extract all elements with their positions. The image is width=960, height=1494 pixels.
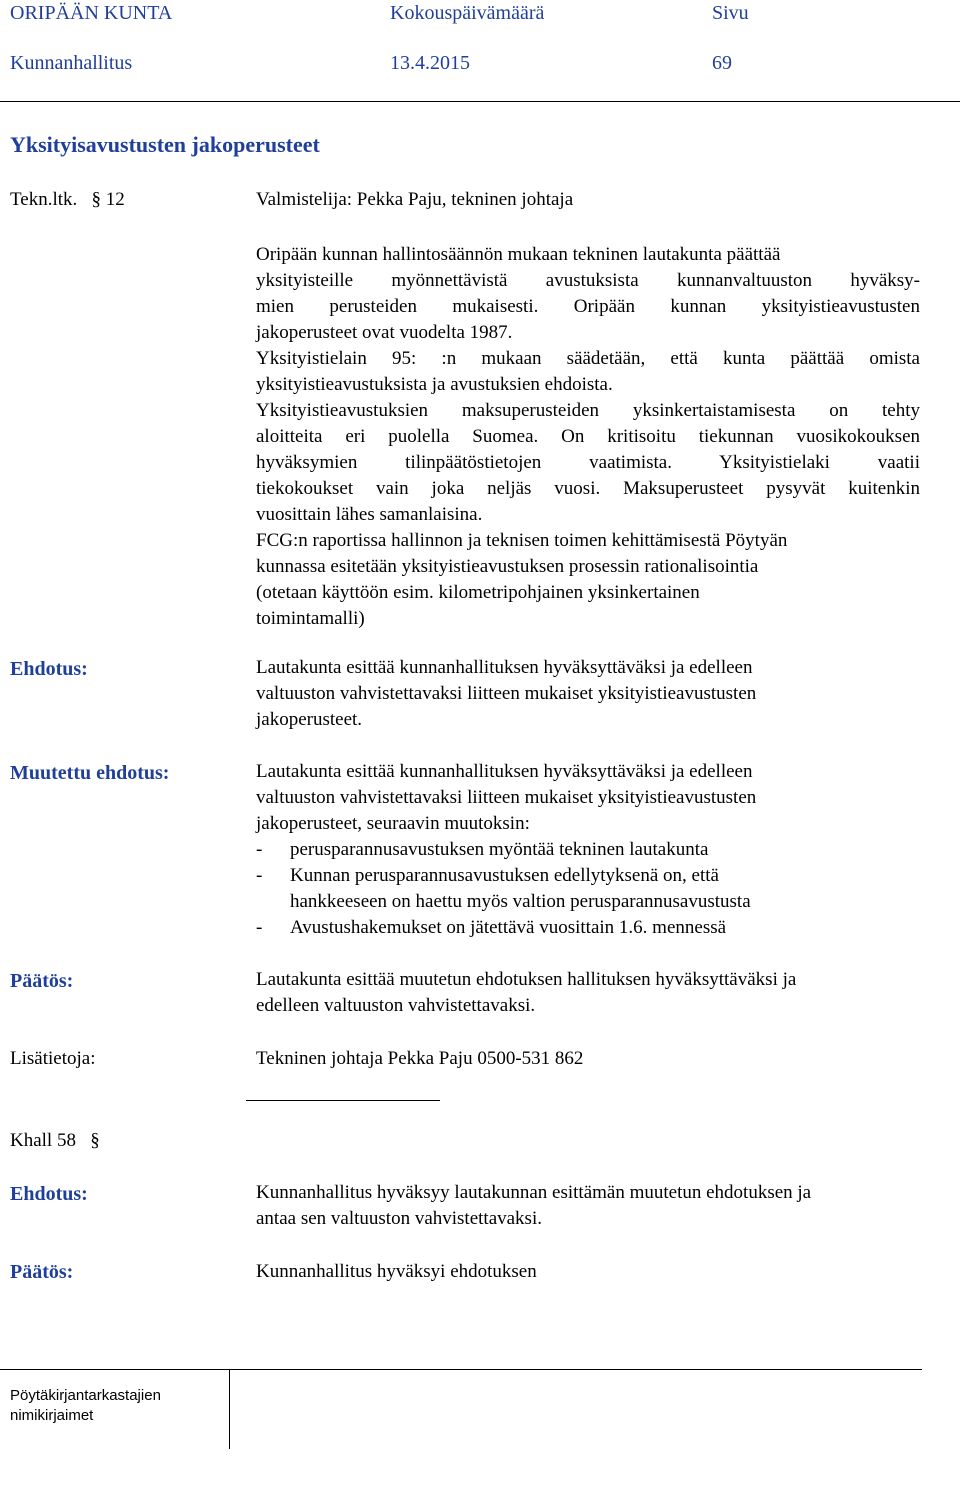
- amended-bullet: [256, 889, 920, 915]
- meeting-date-label: Kokouspäivämäärä: [390, 2, 545, 24]
- proposal-line: valtuuston vahvistettavaksi liitteen mukaiset yksityistieavustusten: [256, 683, 757, 704]
- amended-proposal-text: [256, 759, 920, 941]
- body-line: jakoperusteet ovat vuodelta 1987.: [256, 322, 513, 343]
- khall-reference: [10, 1131, 100, 1150]
- item-ref-label: Tekn.ltk.: [10, 189, 78, 210]
- body-line: (otetaan käyttöön esim. kilometripohjainen yksinkertainen: [256, 582, 700, 603]
- page-number: 69: [712, 52, 732, 74]
- khall-proposal-label: Ehdotus:: [10, 1183, 88, 1205]
- body-line: aloitteita eri puolella Suomea. On kritisoitu tiekunnan vuosikokouksen: [256, 426, 920, 447]
- body-line: yksityisteille myönnettävistä avustuksista kunnanvaltuuston hyväksy-: [256, 270, 920, 291]
- decision-label: Päätös:: [10, 970, 74, 992]
- decision-line: Lautakunta esittää muutetun ehdotuksen hallituksen hyväksyttäväksi ja: [256, 969, 797, 990]
- body-name: Kunnanhallitus: [10, 52, 133, 74]
- proposal-text: [256, 655, 920, 733]
- body-line: yksityistieavustuksista ja avustuksien ehdoista.: [256, 374, 613, 395]
- body-line: mien perusteiden mukaisesti. Oripään kunnan yksityistieavustusten: [256, 296, 920, 317]
- info-label: Lisätietoja:: [10, 1048, 96, 1069]
- khall-ref-label: Khall 58: [10, 1130, 76, 1151]
- header-rule: [0, 101, 960, 102]
- decision-line: edelleen valtuuston vahvistettavaksi.: [256, 995, 536, 1016]
- item-number: 12: [105, 189, 125, 210]
- item-reference: [10, 190, 125, 209]
- khall-proposal-text: [256, 1180, 920, 1232]
- bullet-dash: -: [256, 865, 263, 886]
- section-sign: §: [90, 1130, 100, 1151]
- amended-bullet: [256, 837, 920, 863]
- bullet-text: perusparannusavustuksen myöntää tekninen lautakunta: [290, 839, 709, 860]
- body-text: [256, 242, 920, 632]
- proposal-line: Lautakunta esittää kunnanhallituksen hyväksyttäväksi ja edelleen: [256, 657, 753, 678]
- amended-proposal-label: Muutettu ehdotus:: [10, 762, 170, 784]
- municipality-name: ORIPÄÄN KUNTA: [10, 2, 173, 24]
- body-line: kunnassa esitetään yksityistieavustuksen prosessin rationalisointia: [256, 556, 759, 577]
- footer-divider: [229, 1369, 230, 1449]
- info-text: Tekninen johtaja Pekka Paju 0500-531 862: [256, 1048, 584, 1069]
- body-line: Yksityistielain 95: :n mukaan säädetään, että kunta päättää omista: [256, 348, 920, 369]
- body-line: tiekokoukset vain joka neljäs vuosi. Maksuperusteet pysyvät kuitenkin: [256, 478, 920, 499]
- bullet-dash: -: [256, 839, 263, 860]
- body-line: vuosittain lähes samanlaisina.: [256, 504, 483, 525]
- khall-proposal-line: antaa sen valtuuston vahvistettavaksi.: [256, 1208, 542, 1229]
- section-sign: §: [91, 189, 102, 210]
- bullet-text: hankkeeseen on haettu myös valtion perusparannusavustusta: [290, 891, 751, 912]
- body-line: Oripään kunnan hallintosäännön mukaan tekninen lautakunta päättää: [256, 244, 781, 265]
- amended-line: jakoperusteet, seuraavin muutoksin:: [256, 813, 530, 834]
- khall-proposal-line: Kunnanhallitus hyväksyy lautakunnan esittämän muutetun ehdotuksen ja: [256, 1182, 812, 1203]
- khall-decision-text: Kunnanhallitus hyväksyi ehdotuksen: [256, 1261, 537, 1282]
- proposal-label: Ehdotus:: [10, 658, 88, 680]
- footer-rule: [0, 1369, 922, 1370]
- amended-line: Lautakunta esittää kunnanhallituksen hyväksyttäväksi ja edelleen: [256, 761, 753, 782]
- section-title: Yksityisavustusten jakoperusteet: [10, 132, 320, 157]
- proposal-line: jakoperusteet.: [256, 709, 363, 730]
- amended-line: valtuuston vahvistettavaksi liitteen mukaiset yksityistieavustusten: [256, 787, 757, 808]
- decision-text: [256, 967, 920, 1019]
- khall-decision-label: Päätös:: [10, 1261, 74, 1283]
- body-line: toimintamalli): [256, 608, 365, 629]
- preparer: Valmistelija: Pekka Paju, tekninen johtaja: [256, 189, 574, 210]
- signers-line: nimikirjaimet: [10, 1407, 94, 1424]
- signers-label: [10, 1386, 161, 1426]
- body-line: hyväksymien tilinpäätöstietojen vaatimista. Yksityistielaki vaatii: [256, 452, 920, 473]
- body-line: FCG:n raportissa hallinnon ja teknisen toimen kehittämisestä Pöytyän: [256, 530, 788, 551]
- signers-line: Pöytäkirjantarkastajien: [10, 1387, 161, 1404]
- separator-rule: [246, 1100, 440, 1101]
- meeting-date: 13.4.2015: [390, 52, 470, 74]
- bullet-dash: -: [256, 917, 263, 938]
- page-label: Sivu: [712, 2, 749, 24]
- amended-bullet: [256, 915, 920, 941]
- amended-bullet: [256, 863, 920, 889]
- bullet-text: Avustushakemukset on jätettävä vuosittain 1.6. mennessä: [290, 917, 727, 938]
- body-line: Yksityistieavustuksien maksuperusteiden yksinkertaistamisesta on tehty: [256, 400, 920, 421]
- bullet-text: Kunnan perusparannusavustuksen edellytyksenä on, että: [290, 865, 719, 886]
